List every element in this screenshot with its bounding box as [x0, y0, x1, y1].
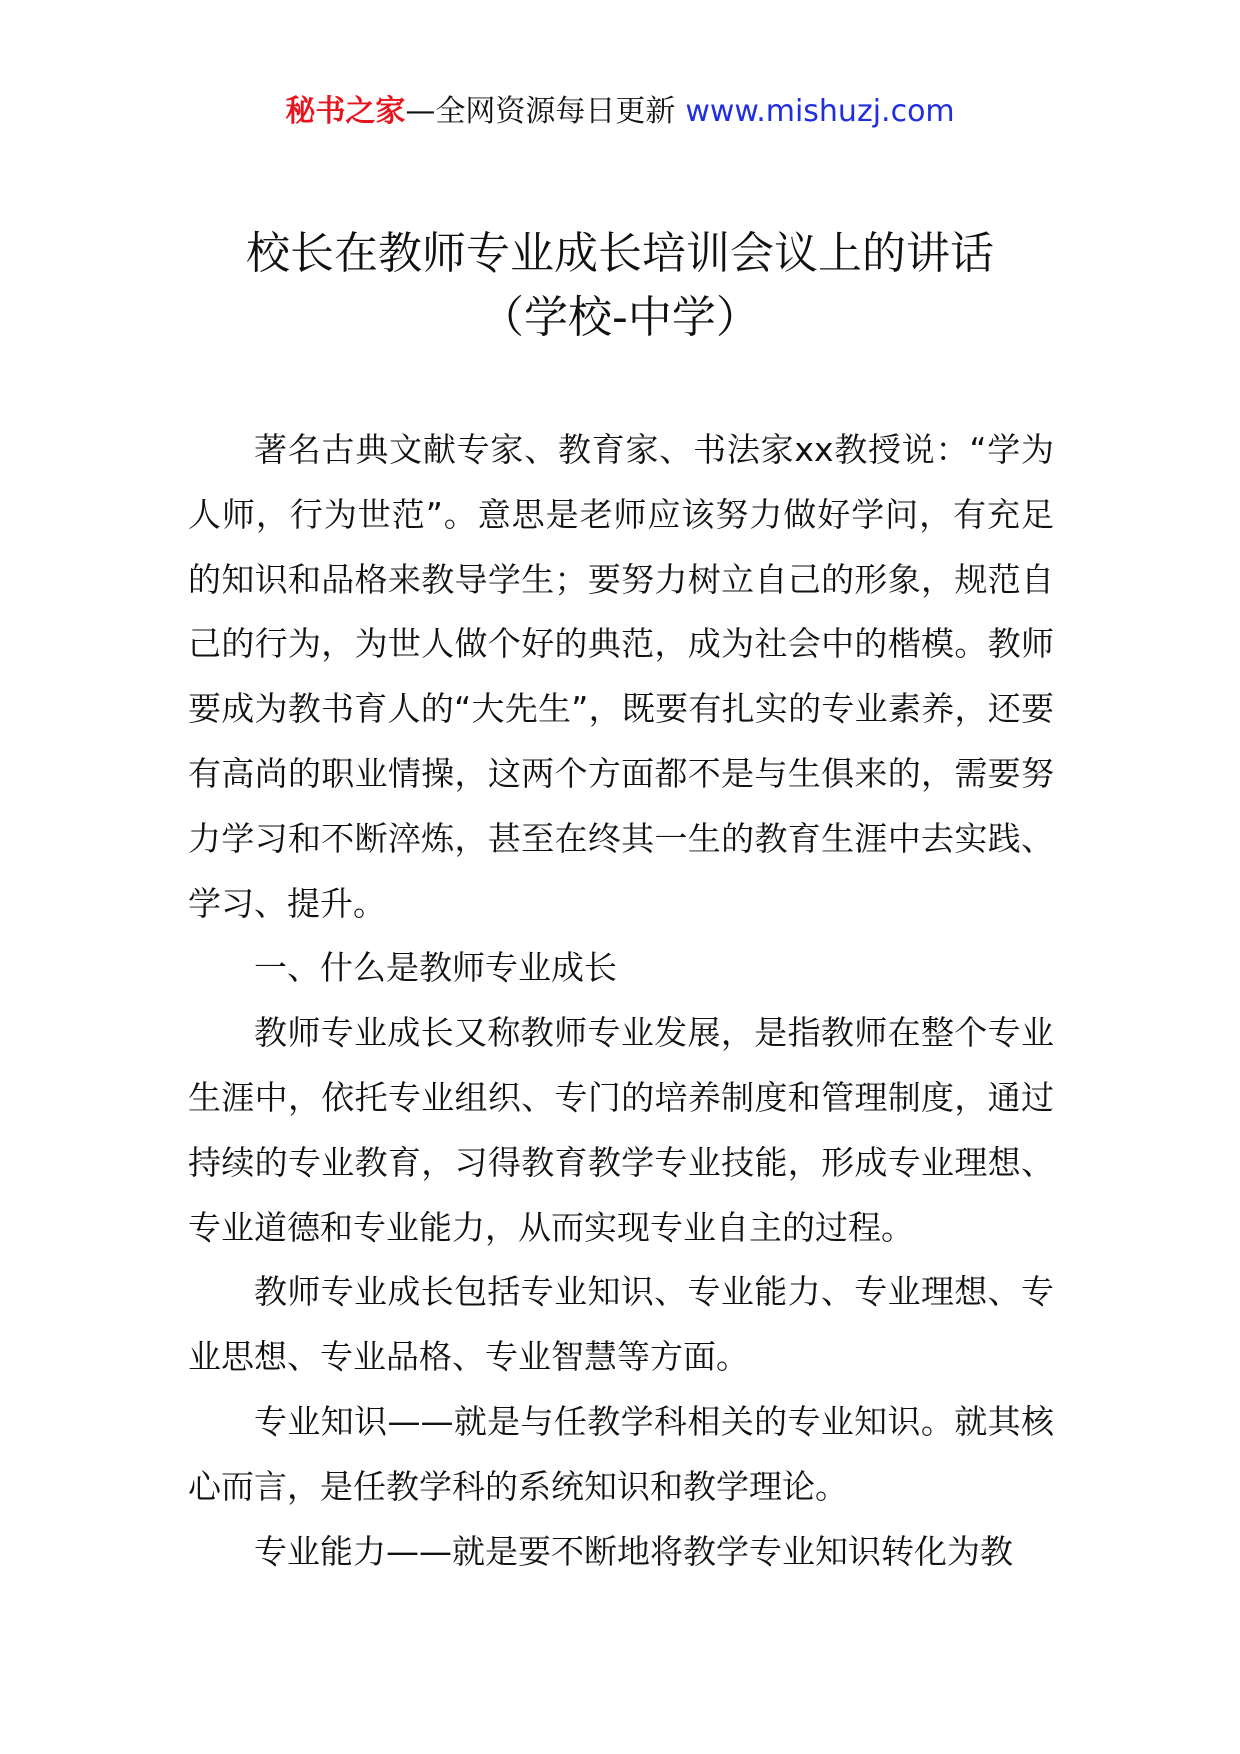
section-heading-1: 一、什么是教师专业成长 — [254, 948, 617, 988]
document-title — [0, 222, 1240, 350]
site-tagline: —全网资源每日更新 — [405, 94, 676, 129]
intro-paragraph: 著名古典文献专家、教育家、书法家xx教授说：“学为人师，行为世范”。意思是老师应该努力做好学问，有充足的知识和品格来教导学生；要努力树立自己的形象，规范自己的行为，为世人做个好的典范，成为社会中的楷模。教师要成为教书育人的“大先生”，既要有扎实的专业素养，还要有高尚的职业情操，这两个方面都不是与生俱来的，需要努力学习和不断淬炼，甚至在终其一生的教育生涯中去实践、学习、提升。 — [188, 430, 1054, 923]
title-line-1: 校长在教师专业成长培训会议上的讲话 — [246, 228, 994, 279]
site-banner — [0, 92, 1240, 132]
title-line-2: （学校-中学） — [480, 292, 760, 343]
ability-paragraph: 专业能力——就是要不断地将教学专业知识转化为教 — [254, 1531, 1013, 1571]
document-body — [188, 418, 1054, 1584]
site-url-link[interactable]: www.mishuzj.com — [685, 94, 955, 129]
components-paragraph: 教师专业成长包括专业知识、专业能力、专业理想、专业思想、专业品格、专业智慧等方面。 — [188, 1272, 1054, 1377]
knowledge-paragraph: 专业知识——就是与任教学科相关的专业知识。就其核心而言，是任教学科的系统知识和教学理论。 — [188, 1401, 1054, 1506]
site-brand-name: 秘书之家 — [285, 94, 406, 129]
definition-paragraph: 教师专业成长又称教师专业发展，是指教师在整个专业生涯中，依托专业组织、专门的培养制度和管理制度，通过持续的专业教育，习得教育教学专业技能，形成专业理想、专业道德和专业能力，从而实现专业自主的过程。 — [188, 1013, 1054, 1247]
